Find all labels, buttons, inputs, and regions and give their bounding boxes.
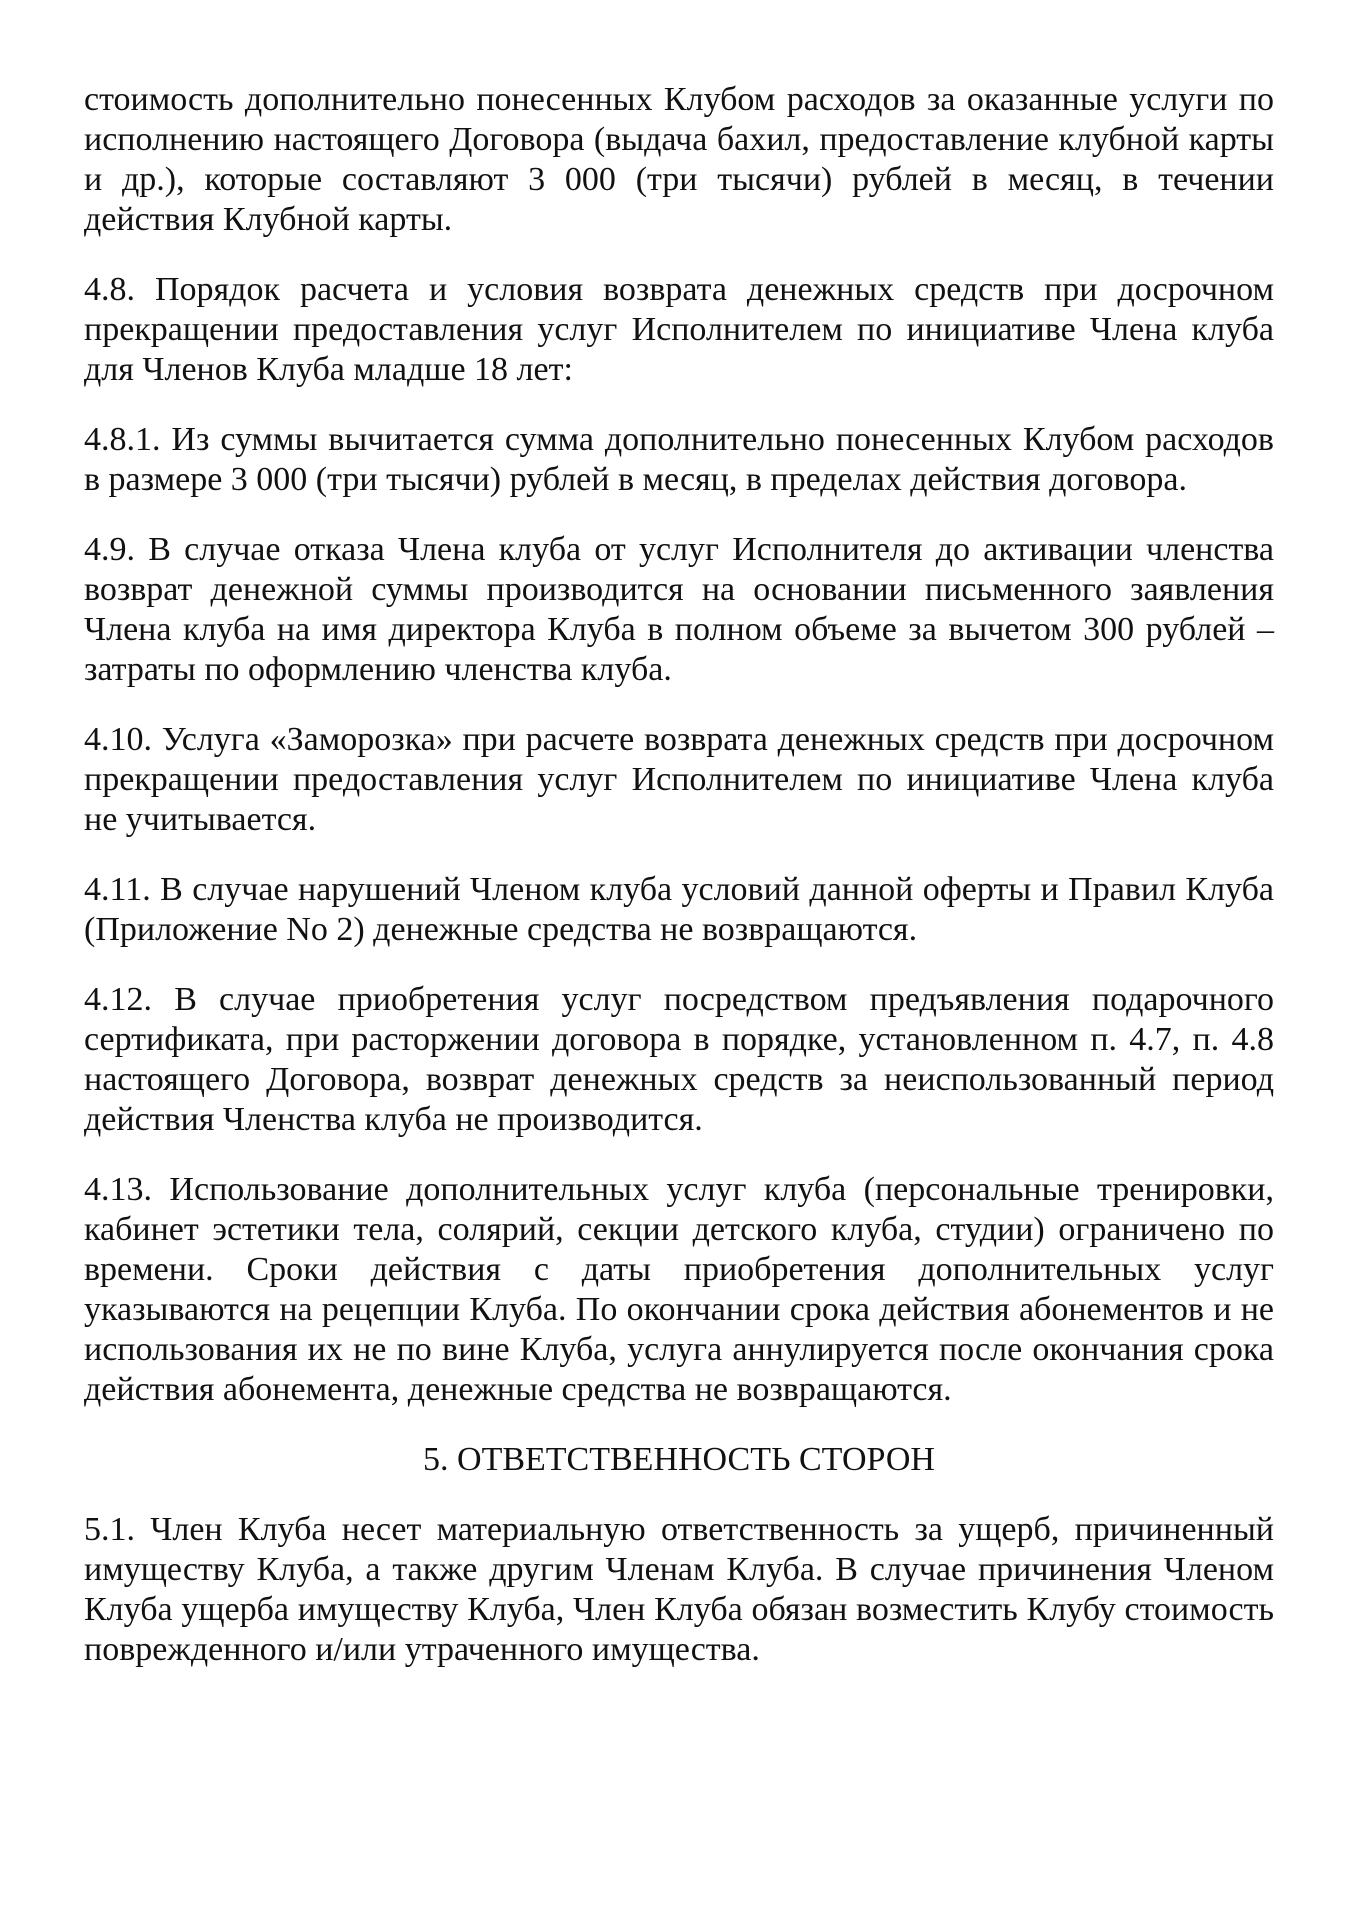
paragraph-4-8-1: 4.8.1. Из суммы вычитается сумма дополнительно понесенных Клубом расходов в размере 3 000 (три тысячи) рублей в месяц, в пределах действия договора. xyxy=(84,421,1274,498)
paragraph-4-10: 4.10. Услуга «Заморозка» при расчете возврата денежных средств при досрочном прекращении предоставления услуг Исполнителем по инициативе Члена клуба не учитывается. xyxy=(84,721,1274,838)
paragraph-5-1: 5.1. Член Клуба несет материальную ответственность за ущерб, причиненный имуществу Клуба, а также другим Членам Клуба. В случае причинения Членом Клуба ущерба имуществу Клуба, Член Клуба обязан возместить Клубу стоимость поврежденного и/или утраченного имущества. xyxy=(84,1511,1274,1668)
paragraph-4-9: 4.9. В случае отказа Члена клуба от услуг Исполнителя до активации членства возврат денежной суммы производится на основании письменного заявления Члена клуба на имя директора Клуба в полном объеме за вычетом 300 рублей – затраты по оформлению членства клуба. xyxy=(84,531,1274,688)
paragraph-4-8: 4.8. Порядок расчета и условия возврата денежных средств при досрочном прекращении предоставления услуг Исполнителем по инициативе Члена клуба для Членов Клуба младше 18 лет: xyxy=(84,271,1274,388)
section-heading: 5. ОТВЕТСТВЕННОСТЬ СТОРОН xyxy=(423,1441,935,1478)
paragraph-4-13: 4.13. Использование дополнительных услуг клуба (персональные тренировки, кабинет эстетики тела, солярий, секции детского клуба, студии) ограничено по времени. Сроки действия с даты приобретения дополнительных услуг указываются на рецепции Клуба. По окончании срока действия абонементов и не использования их не по вине Клуба, услуга аннулируется после окончания срока действия абонемента, денежные средства не возвращаются. xyxy=(84,1171,1274,1408)
paragraph-4-12: 4.12. В случае приобретения услуг посредством предъявления подарочного сертификата, при расторжении договора в порядке, установленном п. 4.7, п. 4.8 настоящего Договора, возврат денежных средств за неиспользованный период действия Членства клуба не производится. xyxy=(84,981,1274,1138)
document-page xyxy=(84,80,1274,1700)
paragraph-4-11: 4.11. В случае нарушений Членом клуба условий данной оферты и Правил Клуба (Приложение No 2) денежные средства не возвращаются. xyxy=(84,871,1274,948)
paragraph-continuation: стоимость дополнительно понесенных Клубом расходов за оказанные услуги по исполнению настоящего Договора (выдача бахил, предоставление клубной карты и др.), которые составляют 3 000 (три тысячи) рублей в месяц, в течении действия Клубной карты. xyxy=(84,81,1274,238)
